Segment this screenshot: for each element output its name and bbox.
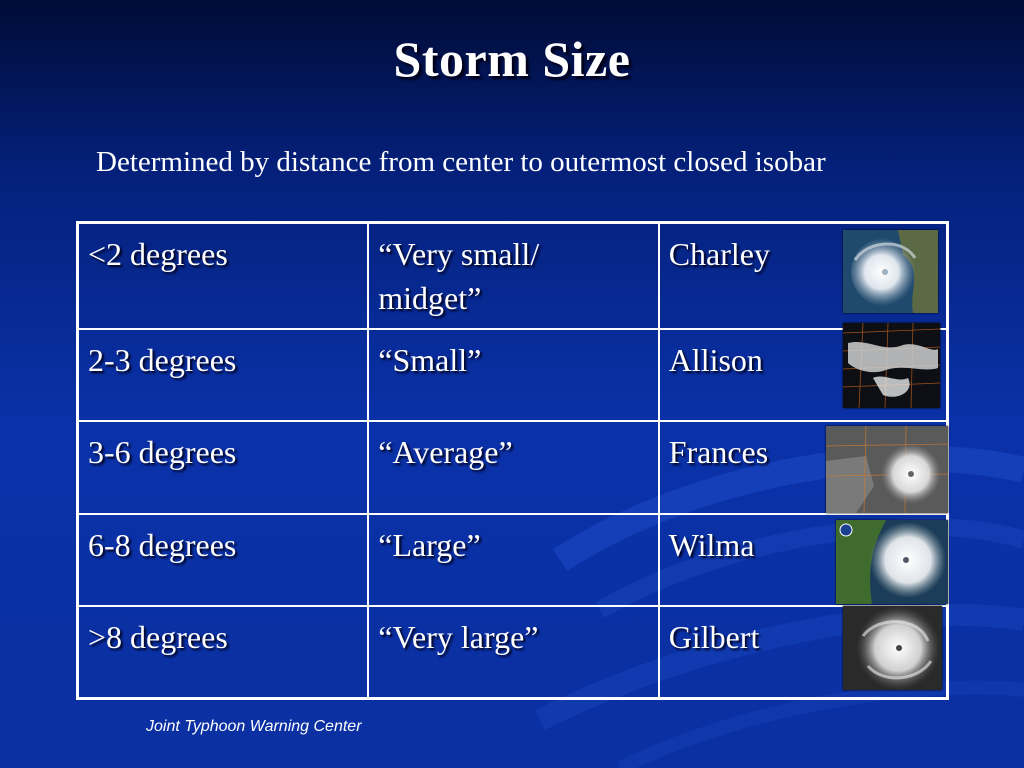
hurricane-charley-satellite-image (843, 230, 938, 313)
category-cell: “Very large” (368, 606, 658, 699)
example-cell: Frances (659, 421, 948, 514)
degrees-cell: 6-8 degrees (78, 514, 369, 606)
hurricane-frances-satellite-image (826, 426, 948, 513)
category-cell: “Large” (368, 514, 658, 606)
hurricane-wilma-satellite-image (836, 520, 948, 604)
degrees-cell: >8 degrees (78, 606, 369, 699)
example-cell: Gilbert (659, 606, 948, 699)
category-cell: “Very small/ midget” (368, 223, 658, 329)
example-cell: Wilma (659, 514, 948, 606)
hurricane-gilbert-satellite-image (843, 606, 942, 690)
slide-subtitle: Determined by distance from center to outermost closed isobar (96, 146, 826, 178)
degrees-cell: 2-3 degrees (78, 329, 369, 421)
table-row (78, 421, 948, 514)
table-row (78, 514, 948, 606)
table-row (78, 329, 948, 421)
table-row (78, 606, 948, 699)
slide-title: Storm Size (393, 31, 631, 87)
degrees-cell: <2 degrees (78, 223, 369, 329)
tropical-storm-allison-satellite-image (843, 323, 940, 408)
category-cell: “Average” (368, 421, 658, 514)
example-cell: Allison (659, 329, 948, 421)
example-cell: Charley (659, 223, 948, 329)
category-cell: “Small” (368, 329, 658, 421)
source-credit: Joint Typhoon Warning Center (146, 718, 362, 735)
table-row (78, 223, 948, 329)
degrees-cell: 3-6 degrees (78, 421, 369, 514)
storm-size-table (76, 221, 949, 700)
